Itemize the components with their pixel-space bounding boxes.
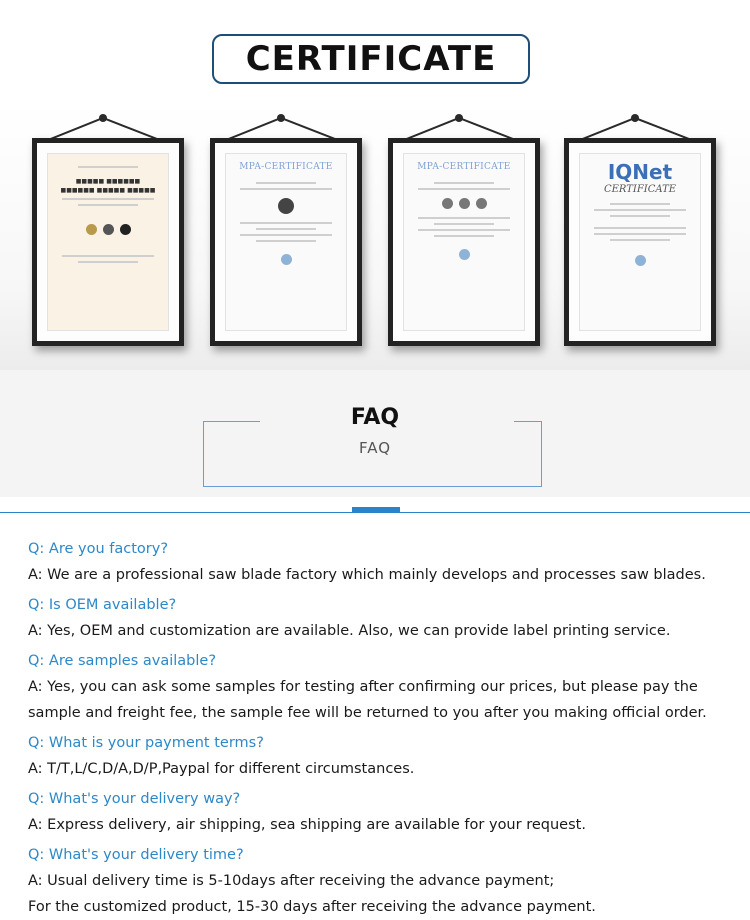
certificate-banner <box>212 34 530 84</box>
faq-answer: A: Usual delivery time is 5-10days after receiving the advance payment; <box>28 873 555 889</box>
hook-icon <box>99 114 107 122</box>
certificate-gallery <box>0 100 750 370</box>
certificate-frame-4 <box>562 114 712 340</box>
faq-item <box>28 730 744 782</box>
mpa-certificate-icon: MPA-CERTIFICATE <box>225 153 347 331</box>
mpa-certificate-icon: MPA-CERTIFICATE <box>403 153 525 331</box>
hook-icon <box>277 114 285 122</box>
faq-item <box>28 536 744 588</box>
faq-subtitle: FAQ <box>358 439 392 457</box>
faq-question: Q: Are you factory? <box>28 541 169 557</box>
faq-list <box>28 536 744 920</box>
certificate-frame-2 <box>208 114 358 340</box>
faq-question: Q: What is your payment terms? <box>28 735 264 751</box>
faq-answer-continued: For the customized product, 15-30 days after receiving the advance payment. <box>28 899 596 915</box>
faq-item <box>28 648 744 726</box>
faq-question: Q: What's your delivery way? <box>28 791 241 807</box>
faq-item <box>28 592 744 644</box>
certificate-title: CERTIFICATE <box>245 39 497 79</box>
section-divider <box>0 512 750 513</box>
hook-icon <box>631 114 639 122</box>
faq-answer: A: Yes, you can ask some samples for testing after confirming our prices, but please pay the sample and freight fee, the sample fee will be returned to you after you making official order. <box>28 679 707 721</box>
faq-answer: A: We are a professional saw blade factory which mainly develops and processes saw blades. <box>28 567 706 583</box>
divider-accent-tab <box>352 507 400 512</box>
faq-question: Q: What's your delivery time? <box>28 847 244 863</box>
certificate-frame-3 <box>386 114 536 340</box>
faq-question: Q: Is OEM available? <box>28 597 177 613</box>
iqnet-certificate-icon: IQNet CERTIFICATE <box>579 153 701 331</box>
award-document-icon: ■■■■■ ■■■■■■ ■■■■■■ ■■■■■ ■■■■■ <box>47 153 169 331</box>
faq-answer: A: Yes, OEM and customization are available. Also, we can provide label printing service. <box>28 623 671 639</box>
hook-icon <box>455 114 463 122</box>
faq-question: Q: Are samples available? <box>28 653 217 669</box>
certificate-frame-1 <box>30 114 180 340</box>
faq-item <box>28 842 744 920</box>
faq-answer: A: Express delivery, air shipping, sea shipping are available for your request. <box>28 817 586 833</box>
faq-title: FAQ <box>350 405 400 430</box>
faq-answer: A: T/T,L/C,D/A,D/P,Paypal for different circumstances. <box>28 761 415 777</box>
faq-item <box>28 786 744 838</box>
